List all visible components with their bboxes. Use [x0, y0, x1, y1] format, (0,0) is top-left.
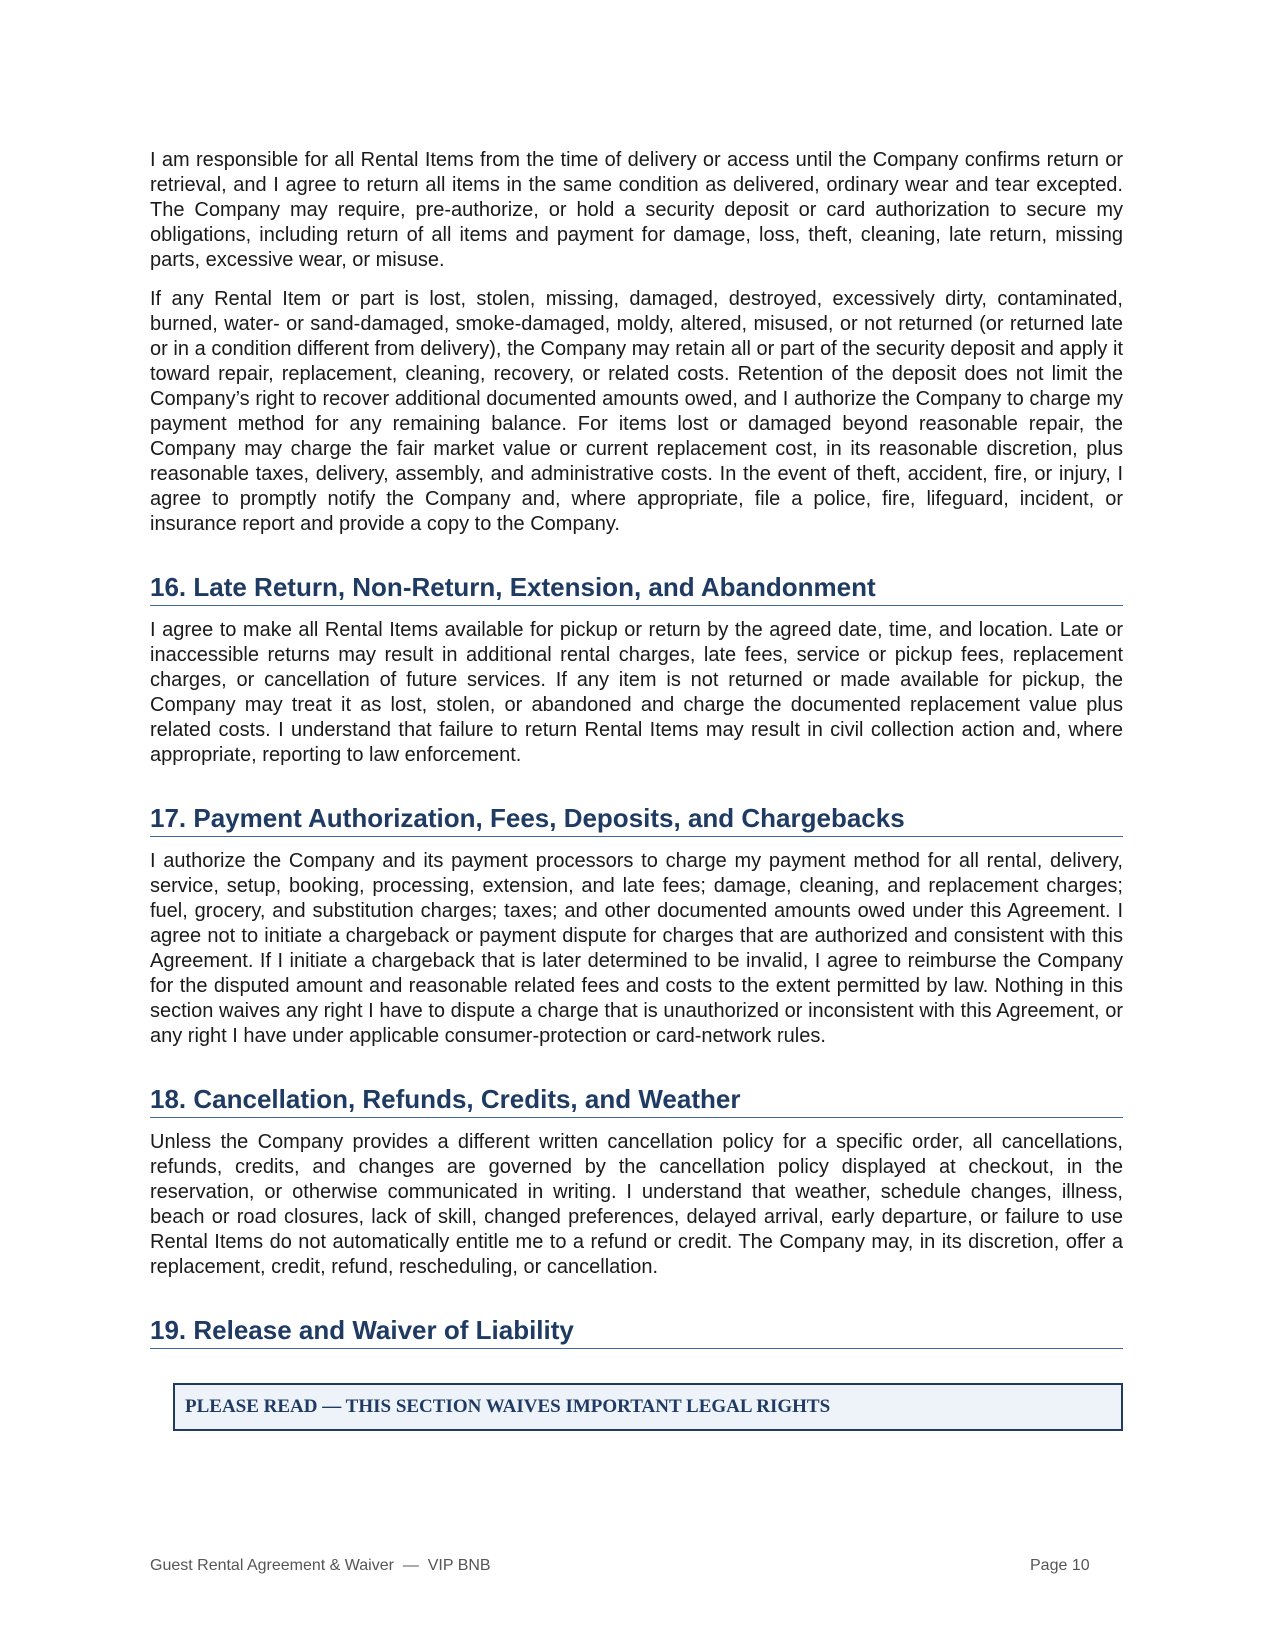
document-body [150, 148, 1123, 1431]
footer-document-title: Guest Rental Agreement & Waiver — VIP BNB [150, 1557, 491, 1574]
section-heading-17: 17. Payment Authorization, Fees, Deposits, and Chargebacks [150, 802, 1123, 837]
footer-page-number: Page 10 [1030, 1557, 1090, 1574]
paragraph: I am responsible for all Rental Items from the time of delivery or access until the Company confirms return or retrieval, and I agree to return all items in the same condition as delivered, ordinary wear and tear excepted. The Company may require, pre-authorize, or hold a security deposit or card authorization to secure my obligations, including return of all items and payment for damage, loss, theft, cleaning, late return, missing parts, excessive wear, or misuse. [150, 149, 1123, 271]
section-body-18: Unless the Company provides a different written cancellation policy for a specific order, all cancellations, refunds, credits, and changes are governed by the cancellation policy displayed at checkout, in the reservation, or otherwise communicated in writing. I understand that weather, schedule changes, illness, beach or road closures, lack of skill, changed preferences, delayed arrival, early departure, or failure to use Rental Items do not automatically entitle me to a refund or credit. The Company may, in its discretion, offer a replacement, credit, refund, rescheduling, or cancellation. [150, 1131, 1123, 1278]
section-heading-18: 18. Cancellation, Refunds, Credits, and Weather [150, 1083, 1123, 1118]
section-body-17: I authorize the Company and its payment processors to charge my payment method for all rental, delivery, service, setup, booking, processing, extension, and late fees; damage, cleaning, and replacement charges; fuel, grocery, and substitution charges; taxes; and other documented amounts owed under this Agreement. I agree not to initiate a chargeback or payment dispute for charges that are authorized and consistent with this Agreement. If I initiate a chargeback that is later determined to be invalid, I agree to reimburse the Company for the disputed amount and reasonable related fees and costs to the extent permitted by law. Nothing in this section waives any right I have to dispute a charge that is unauthorized or inconsistent with this Agreement, or any right I have under applicable consumer-protection or card-network rules. [150, 850, 1123, 1047]
legal-notice-box: PLEASE READ — THIS SECTION WAIVES IMPORTANT LEGAL RIGHTS [173, 1383, 1123, 1431]
paragraph: If any Rental Item or part is lost, stolen, missing, damaged, destroyed, excessively dirty, contaminated, burned, water- or sand-damaged, smoke-damaged, moldy, altered, misused, or not returned (or returned late or in a condition different from delivery), the Company may retain all or part of the security deposit and apply it toward repair, replacement, cleaning, recovery, or related costs. Retention of the deposit does not limit the Company’s right to recover additional documented amounts owed, and I authorize the Company to charge my payment method for any remaining balance. For items lost or damaged beyond reasonable repair, the Company may charge the fair market value or current replacement cost, in its reasonable discretion, plus reasonable taxes, delivery, assembly, and administrative costs. In the event of theft, accident, fire, or injury, I agree to promptly notify the Company and, where appropriate, file a police, fire, lifeguard, incident, or insurance report and provide a copy to the Company. [150, 288, 1123, 535]
section-heading-19: 19. Release and Waiver of Liability [150, 1314, 1123, 1349]
section-heading-16: 16. Late Return, Non-Return, Extension, and Abandonment [150, 571, 1123, 606]
section-body-16: I agree to make all Rental Items available for pickup or return by the agreed date, time, and location. Late or inaccessible returns may result in additional rental charges, late fees, service or pickup fees, replacement charges, or cancellation of future services. If any item is not returned or made available for pickup, the Company may treat it as lost, stolen, or abandoned and charge the documented replacement value plus related costs. I understand that failure to return Rental Items may result in civil collection action and, where appropriate, reporting to law enforcement. [150, 619, 1123, 766]
